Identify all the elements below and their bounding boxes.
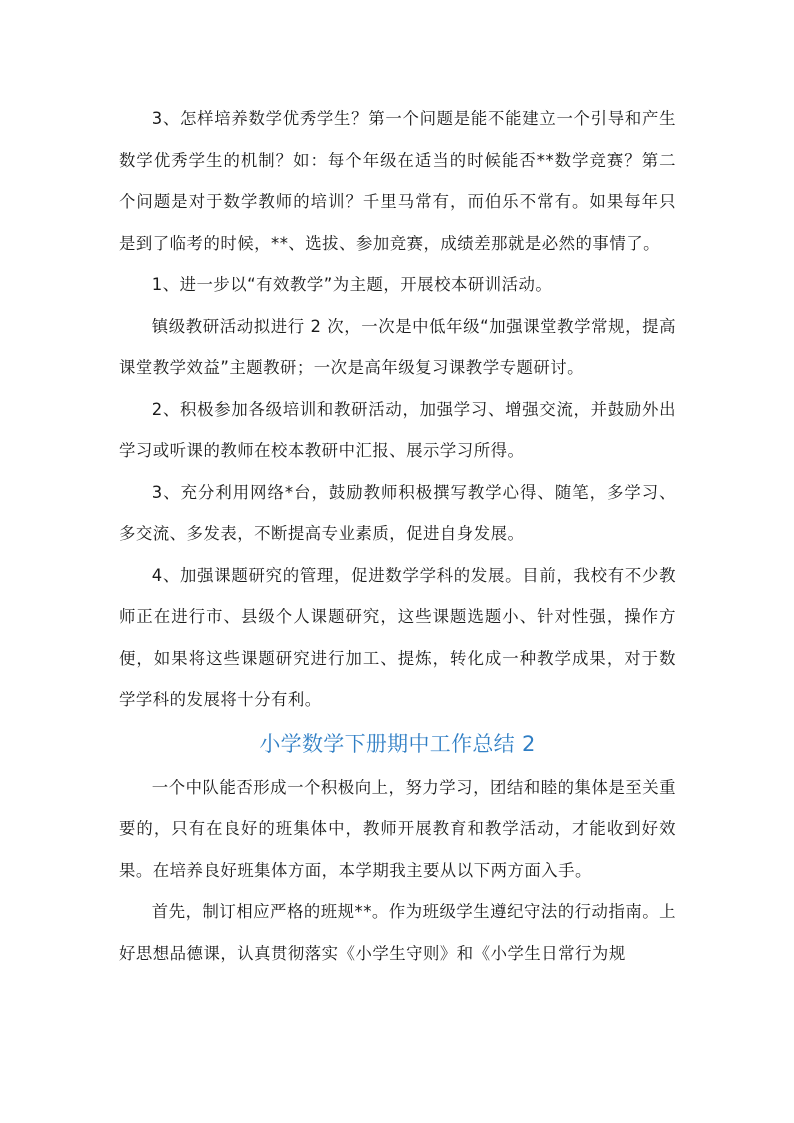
paragraph: 2、积极参加各级培训和教研活动，加强学习、增强交流，并鼓励外出学习或听课的教师在校本教研中汇报、展示学习所得。	[119, 399, 676, 460]
section-title: 小学数学下册期中工作总结 2	[259, 731, 536, 756]
paragraph: 3、充分利用网络*台，鼓励教师积极撰写教学心得、随笔，多学习、多交流、多发表，不断提高专业素质，促进自身发展。	[119, 482, 676, 543]
paragraph: 一个中队能否形成一个积极向上，努力学习，团结和睦的集体是至关重要的，只有在良好的班集体中，教师开展教育和教学活动，才能收到好效果。在培养良好班集体方面，本学期我主要从以下两方面入手。	[119, 777, 676, 880]
document-body	[119, 98, 676, 974]
paragraph: 1、进一步以“有效教学”为主题，开展校本研训活动。	[151, 275, 553, 294]
paragraph: 3、怎样培养数学优秀学生？第一个问题是能不能建立一个引导和产生数学优秀学生的机制？如：每个年级在适当的时候能否**数学竞赛？第二个问题是对于数学教师的培训？千里马常有，而伯乐不常有。如果每年只是到了临考的时候，**、选拔、参加竞赛，成绩差那就是必然的事情了。	[119, 109, 676, 253]
paragraph: 首先，制订相应严格的班规**。作为班级学生遵纪守法的行动指南。上好思想品德课，认真贯彻落实《小学生守则》和《小学生日常行为规	[119, 902, 676, 963]
paragraph: 4、加强课题研究的管理，促进数学学科的发展。目前，我校有不少教师正在进行市、县级个人课题研究，这些课题选题小、针对性强，操作方便，如果将这些课题研究进行加工、提炼，转化成一种教学成果，对于数学学科的发展将十分有利。	[119, 565, 676, 709]
paragraph: 镇级教研活动拟进行 2 次，一次是中低年级“加强课堂教学常规，提高课堂教学效益”主题教研；一次是高年级复习课教学专题研讨。	[119, 316, 676, 377]
